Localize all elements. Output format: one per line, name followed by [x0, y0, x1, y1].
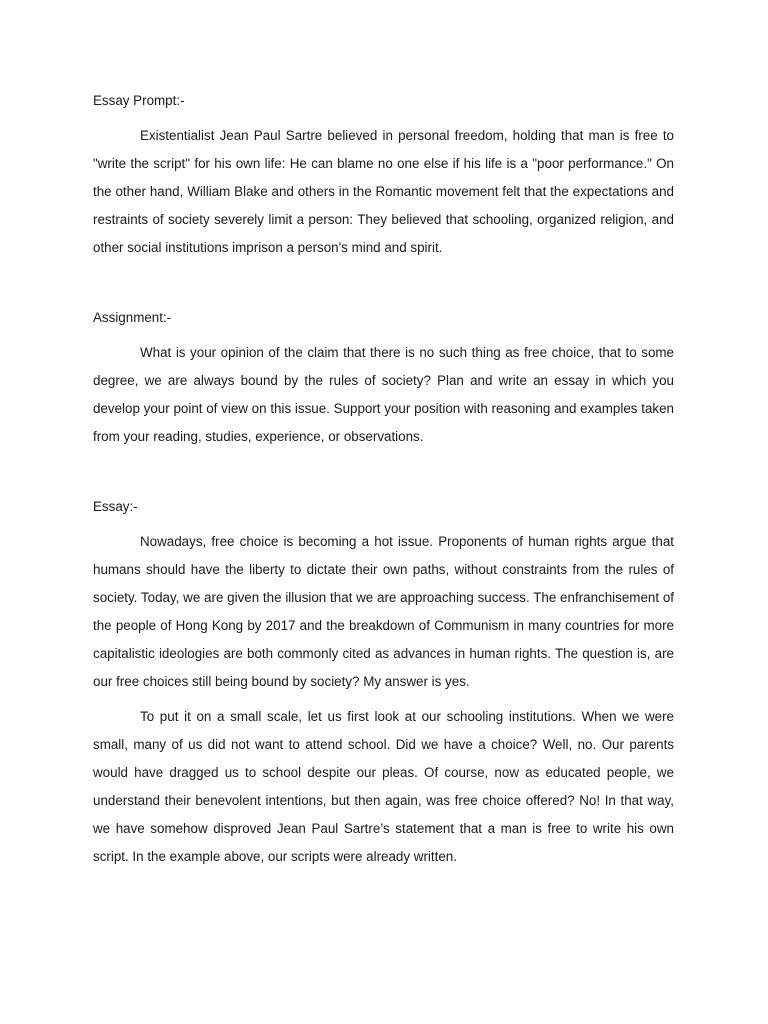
essay-paragraph-1: Nowadays, free choice is becoming a hot issue. Proponents of human rights argue that humans should have the liberty to dictate their own paths, without constraints from the rules of society. Today, we are given the illusion that we are approaching success. The enfranchisement of the people of Hong Kong by 2017 and the breakdown of Communism in many countries for more capitalistic ideologies are both commonly cited as advances in human rights. The question is, are our free choices still being bound by society? My answer is yes. — [93, 534, 674, 689]
assignment-heading: Assignment:- — [93, 310, 172, 325]
essay-prompt-heading: Essay Prompt:- — [93, 93, 185, 108]
essay-prompt-paragraph: Existentialist Jean Paul Sartre believed in personal freedom, holding that man is free to "write the script" for his own life: He can blame no one else if his life is a "poor performance." On the other hand, William Blake and others in the Romantic movement felt that the expectations and restraints of society severely limit a person: They believed that schooling, organized religion, and other social institutions imprison a person's mind and spirit. — [93, 128, 674, 255]
document-page — [93, 87, 674, 871]
essay-paragraph-2: To put it on a small scale, let us first look at our schooling institutions. When we were small, many of us did not want to attend school. Did we have a choice? Well, no. Our parents would have dragged us to school despite our pleas. Of course, now as educated people, we understand their benevolent intentions, but then again, was free choice offered? No! In that way, we have somehow disproved Jean Paul Sartre’s statement that a man is free to write his own script. In the example above, our scripts were already written. — [93, 709, 674, 864]
essay-heading: Essay:- — [93, 499, 138, 514]
assignment-paragraph: What is your opinion of the claim that there is no such thing as free choice, that to some degree, we are always bound by the rules of society? Plan and write an essay in which you develop your point of view on this issue. Support your position with reasoning and examples taken from your reading, studies, experience, or observations. — [93, 345, 674, 444]
